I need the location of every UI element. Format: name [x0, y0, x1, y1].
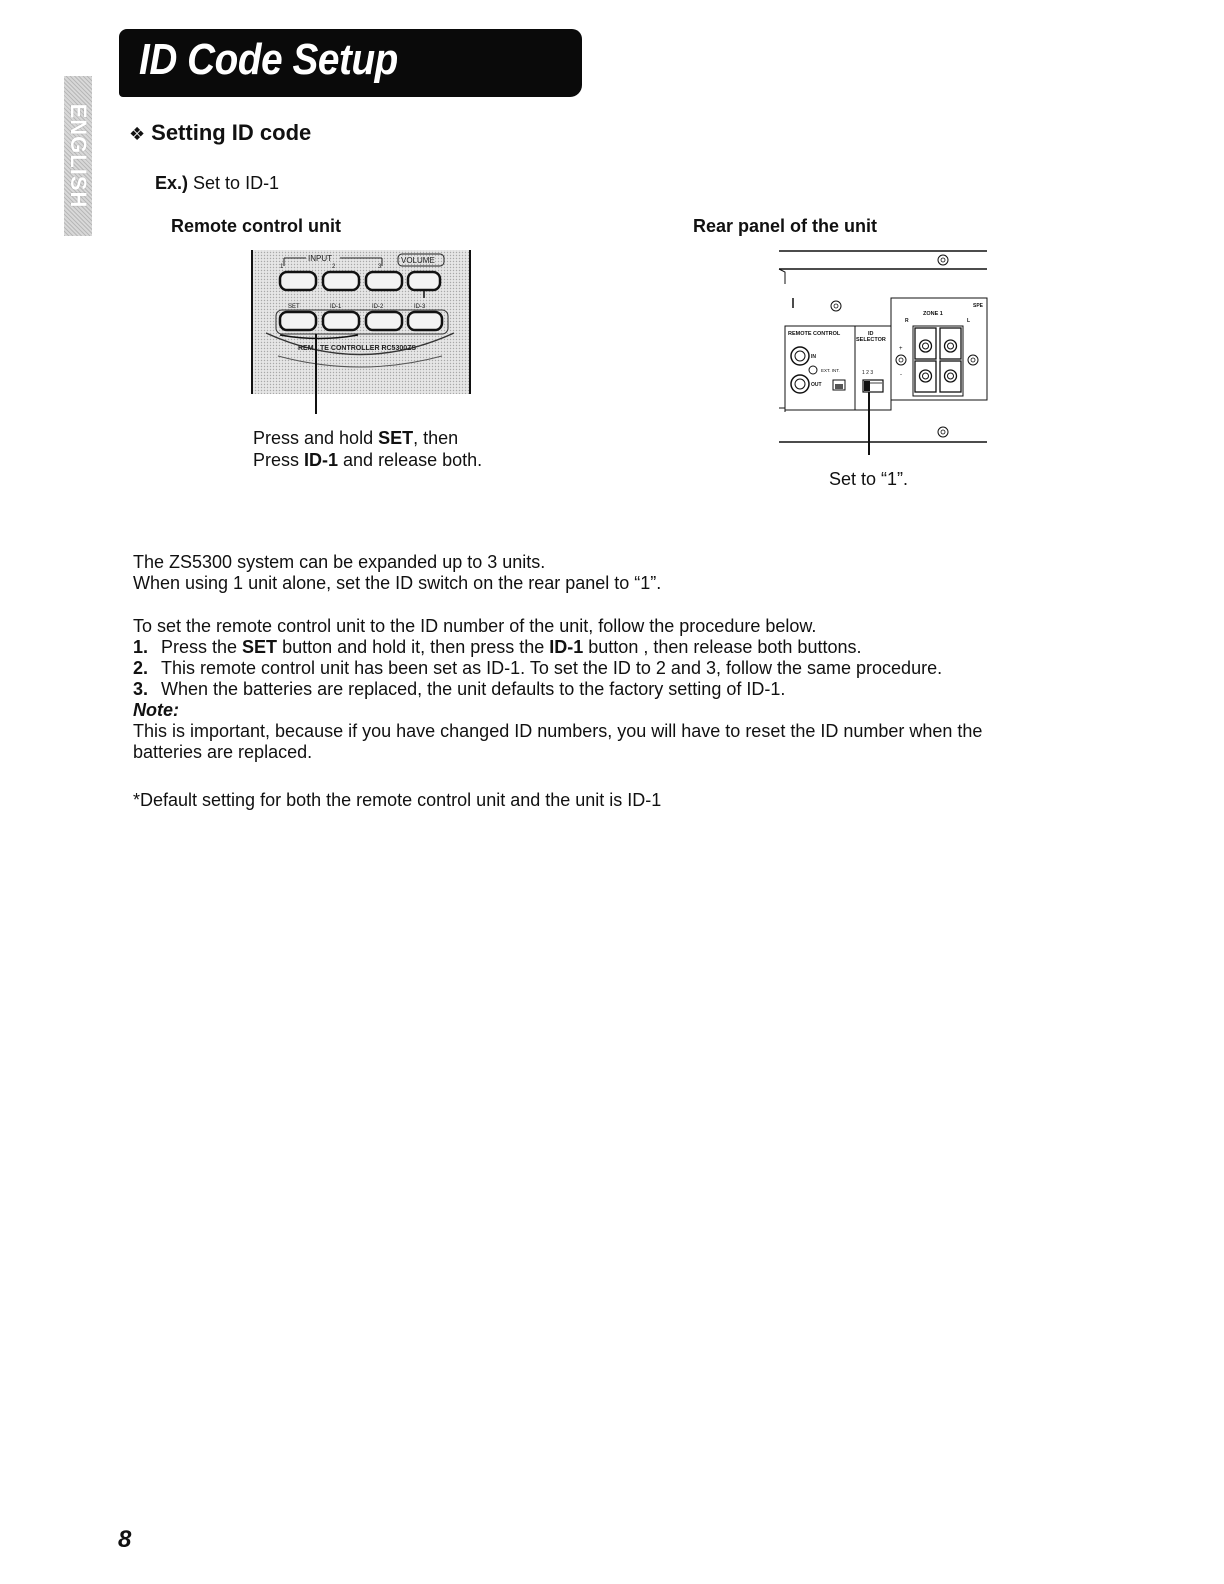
note-label: Note:: [133, 700, 179, 720]
rear-plus-label: +: [899, 346, 903, 352]
procedure-intro: To set the remote control unit to the ID number of the unit, follow the procedure below.: [133, 616, 817, 636]
procedure-step-2: 2. This remote control unit has been set as ID-1. To set the ID to 2 and 3, follow the same procedure.: [133, 658, 943, 678]
remote-set-label: SET: [288, 304, 300, 310]
rear-minus-label: -: [900, 372, 902, 378]
rear-caption: Set to “1”.: [829, 469, 909, 489]
rear-id-selector-label-2: SELECTOR: [856, 337, 886, 343]
remote-id2-label: ID-2: [372, 304, 384, 310]
default-note: *Default setting for both the remote control unit and the unit is ID-1: [133, 790, 662, 810]
remote-input-num-3: 3: [378, 264, 382, 270]
page-title-bar: [119, 29, 582, 97]
page-title: ID Code Setup: [139, 35, 398, 84]
diamond-bullet-icon: ❖: [129, 124, 146, 144]
remote-set-button[interactable]: [280, 312, 316, 330]
example-line: [155, 173, 279, 194]
rear-zone-label: ZONE 1: [923, 311, 943, 317]
rear-ext-int-label: EXT. INT.: [821, 368, 840, 373]
intro-paragraph: [133, 552, 1093, 594]
remote-id1-button[interactable]: [323, 312, 359, 330]
rear-ext-int-switch[interactable]: [835, 384, 843, 389]
rear-id-selector-label-1: ID: [868, 331, 874, 337]
remote-caption: [253, 427, 482, 471]
section-heading: [129, 120, 311, 146]
remote-volume-group-label: VOLUME: [401, 256, 435, 265]
rear-in-label: IN: [811, 354, 816, 360]
procedure-block: [133, 616, 1093, 763]
rear-id-selector-knob: [864, 381, 870, 391]
rear-remote-control-label: REMOTE CONTROL: [788, 331, 841, 337]
note-line-1: This is important, because if you have changed ID numbers, you will have to reset the ID number when the: [133, 721, 983, 741]
remote-caption-line-1: Press and hold SET, then: [253, 428, 459, 448]
remote-input-button-1[interactable]: [280, 272, 316, 290]
remote-input-num-2: 2: [332, 264, 336, 270]
remote-input-group-label: INPUT: [308, 254, 332, 263]
remote-model-text-left: REM: [298, 345, 314, 352]
language-tab: [64, 76, 92, 236]
rear-speaker-terminal-l-minus: [940, 361, 961, 392]
remote-id2-button[interactable]: [366, 312, 402, 330]
remote-id1-label: ID-1: [330, 304, 342, 310]
remote-volume-button[interactable]: [408, 272, 440, 290]
rear-speaker-label: SPE: [973, 303, 984, 309]
remote-input-button-2[interactable]: [323, 272, 359, 290]
intro-line-2: When using 1 unit alone, set the ID switch on the rear panel to “1”.: [133, 573, 662, 593]
remote-figure-label: Remote control unit: [171, 216, 341, 236]
example-text: Set to ID-1: [193, 173, 280, 193]
section-heading-text: Setting ID code: [151, 120, 312, 145]
remote-id3-label: ID-3: [414, 304, 426, 310]
rear-figure-label: Rear panel of the unit: [693, 216, 878, 236]
remote-id3-button[interactable]: [408, 312, 442, 330]
remote-input-button-3[interactable]: [366, 272, 402, 290]
intro-line-1: The ZS5300 system can be expanded up to 3 units.: [133, 552, 546, 572]
language-tab-label: ENGLISH: [66, 103, 91, 209]
remote-control-illustration: [248, 248, 473, 416]
remote-caption-line-2: Press ID-1 and release both.: [253, 450, 483, 470]
rear-selector-numbers: 1 2 3: [862, 370, 874, 376]
rear-out-label: OUT: [811, 382, 822, 388]
remote-model-text-right: TE CONTROLLER RC5300ZS: [320, 345, 417, 352]
rear-r-label: R: [905, 318, 909, 324]
page-number: 8: [118, 1526, 132, 1553]
note-line-2: batteries are replaced.: [133, 742, 313, 762]
procedure-step-3: 3. When the batteries are replaced, the unit defaults to the factory setting of ID-1.: [133, 679, 786, 699]
rear-speaker-terminal-r-minus: [915, 361, 936, 392]
example-label: Ex.): [155, 173, 189, 193]
rear-panel-illustration: [775, 248, 990, 458]
rear-l-label: L: [967, 318, 971, 324]
procedure-steps: [133, 637, 1093, 700]
procedure-step-1: 1. Press the SET button and hold it, then press the ID-1 button , then release both buttons.: [133, 637, 862, 657]
remote-input-num-1: 1: [280, 264, 284, 270]
